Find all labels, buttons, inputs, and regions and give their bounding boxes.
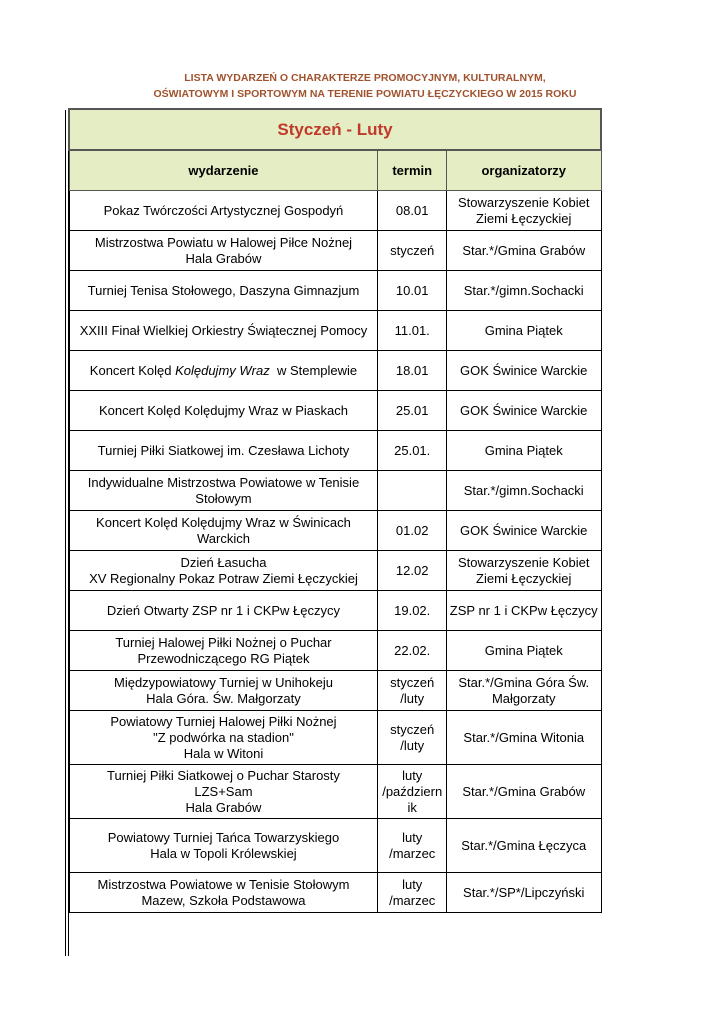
document-title	[120, 70, 610, 102]
organizer-cell: Star.*/gimn.Sochacki	[446, 471, 601, 511]
event-cell: XXIII Finał Wielkiej Orkiestry Świątecznej Pomocy	[69, 311, 378, 351]
organizer-cell: Star.*/Gmina Grabów	[446, 231, 601, 271]
table-row	[69, 511, 601, 551]
date-cell: 11.01.	[378, 311, 447, 351]
date-cell: luty /marzec	[378, 819, 447, 873]
organizer-cell: Star.*/Gmina Łęczyca	[446, 819, 601, 873]
organizer-cell: GOK Świnice Warckie	[446, 511, 601, 551]
event-text-post: w Stemplewie	[269, 362, 358, 378]
date-cell: styczeń /luty	[378, 671, 447, 711]
date-cell: styczeń /luty	[378, 711, 447, 765]
organizer-cell: Star.*/Gmina Grabów	[446, 765, 601, 819]
date-cell: 25.01	[378, 391, 447, 431]
table-row	[69, 231, 601, 271]
organizer-cell: Stowarzyszenie Kobiet Ziemi Łęczyckiej	[446, 551, 601, 591]
event-cell: Turniej Halowej Piłki Nożnej o Puchar Przewodniczącego RG Piątek	[69, 631, 378, 671]
header-row	[69, 150, 601, 191]
document-title-line-1: LISTA WYDARZEŃ O CHARAKTERZE PROMOCYJNYM, KULTURALNYM,	[184, 72, 546, 84]
column-header-event: wydarzenie	[69, 150, 378, 191]
table-row	[69, 819, 601, 873]
date-cell: 12.02	[378, 551, 447, 591]
column-header-organizer: organizatorzy	[446, 150, 601, 191]
organizer-cell: Star.*/Gmina Witonia	[446, 711, 601, 765]
table-row	[69, 711, 601, 765]
table-row	[69, 351, 601, 391]
table-row	[69, 391, 601, 431]
date-cell: 18.01	[378, 351, 447, 391]
event-text-pre: Koncert Kolęd	[89, 362, 176, 378]
table-row	[69, 631, 601, 671]
date-cell: styczeń	[378, 231, 447, 271]
table-row	[69, 271, 601, 311]
date-cell: 10.01	[378, 271, 447, 311]
event-text-italic: Kolędujmy Wraz	[175, 362, 270, 378]
event-cell: Pokaz Twórczości Artystycznej Gospodyń	[69, 191, 378, 231]
organizer-cell: GOK Świnice Warckie	[446, 351, 601, 391]
table-row	[69, 873, 601, 913]
organizer-cell: Gmina Piątek	[446, 311, 601, 351]
table-row	[69, 191, 601, 231]
event-cell: Mistrzostwa Powiatu w Halowej Piłce Nożnej Hala Grabów	[69, 231, 378, 271]
event-cell: Mistrzostwa Powiatowe w Tenisie Stołowym Mazew, Szkoła Podstawowa	[69, 873, 378, 913]
organizer-cell: Star.*/SP*/Lipczyński	[446, 873, 601, 913]
event-cell: Indywidualne Mistrzostwa Powiatowe w Tenisie Stołowym	[69, 471, 378, 511]
event-cell: Dzień Otwarty ZSP nr 1 i CKPw Łęczycy	[69, 591, 378, 631]
event-cell: Powiatowy Turniej Halowej Piłki Nożnej "Z podwórka na stadion" Hala w Witoni	[69, 711, 378, 765]
date-cell: 25.01.	[378, 431, 447, 471]
organizer-cell: Star.*/gimn.Sochacki	[446, 271, 601, 311]
date-cell: 22.02.	[378, 631, 447, 671]
event-cell	[69, 351, 378, 391]
date-cell: luty /październ ik	[378, 765, 447, 819]
organizer-cell: ZSP nr 1 i CKPw Łęczycy	[446, 591, 601, 631]
period-row	[69, 109, 601, 150]
table-row	[69, 311, 601, 351]
event-cell: Koncert Kolęd Kolędujmy Wraz w Piaskach	[69, 391, 378, 431]
document-title-line-2: OŚWIATOWYM I SPORTOWYM NA TERENIE POWIATU ŁĘCZYCKIEGO W 2015 ROKU	[153, 88, 577, 100]
column-header-date: termin	[378, 150, 447, 191]
date-cell: 08.01	[378, 191, 447, 231]
date-cell: 01.02	[378, 511, 447, 551]
event-cell: Dzień Łasucha XV Regionalny Pokaz Potraw Ziemi Łęczyckiej	[69, 551, 378, 591]
event-cell: Turniej Tenisa Stołowego, Daszyna Gimnazjum	[69, 271, 378, 311]
organizer-cell: Gmina Piątek	[446, 431, 601, 471]
table-row	[69, 431, 601, 471]
event-cell: Międzypowiatowy Turniej w Unihokeju Hala Góra. Św. Małgorzaty	[69, 671, 378, 711]
table-row	[69, 471, 601, 511]
period-heading: Styczeń - Luty	[69, 109, 601, 150]
table-row	[69, 671, 601, 711]
date-cell: 19.02.	[378, 591, 447, 631]
event-cell: Turniej Piłki Siatkowej o Puchar Starosty LZS+Sam Hala Grabów	[69, 765, 378, 819]
date-cell	[378, 471, 447, 511]
table-row	[69, 551, 601, 591]
organizer-cell: GOK Świnice Warckie	[446, 391, 601, 431]
event-cell: Turniej Piłki Siatkowej im. Czesława Lichoty	[69, 431, 378, 471]
event-cell: Powiatowy Turniej Tańca Towarzyskiego Hala w Topoli Królewskiej	[69, 819, 378, 873]
table-row	[69, 591, 601, 631]
event-cell: Koncert Kolęd Kolędujmy Wraz w Świnicach Warckich	[69, 511, 378, 551]
organizer-cell: Stowarzyszenie Kobiet Ziemi Łęczyckiej	[446, 191, 601, 231]
margin-rule	[65, 110, 66, 956]
events-table	[68, 108, 602, 913]
organizer-cell: Star.*/Gmina Góra Św. Małgorzaty	[446, 671, 601, 711]
organizer-cell: Gmina Piątek	[446, 631, 601, 671]
date-cell: luty /marzec	[378, 873, 447, 913]
table-row	[69, 765, 601, 819]
